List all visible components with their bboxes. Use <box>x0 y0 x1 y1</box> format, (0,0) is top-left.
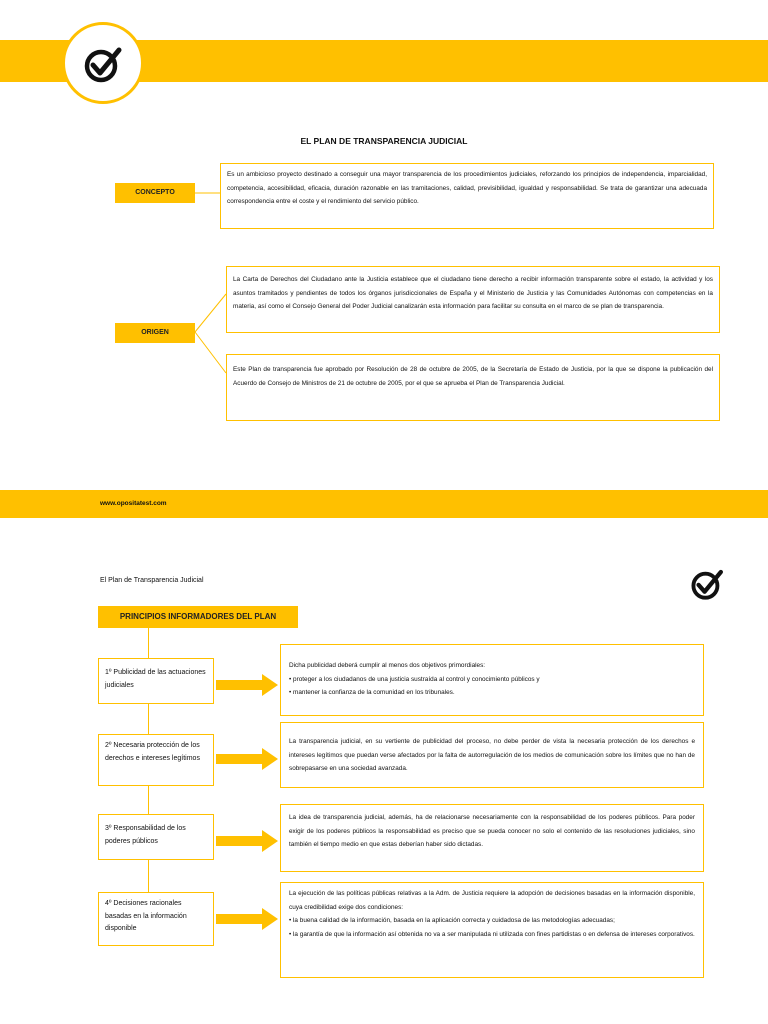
arrow-right-icon <box>216 830 280 852</box>
connector-line <box>148 786 149 814</box>
concepto-text: Es un ambicioso proyecto destinado a conseguir una mayor transparencia de los procedimientos judiciales, reforzando los principios de independencia, imparcialidad, competencia, accesibilidad, eficacia, duración razonable en las tramitaciones, calidad, previsibilidad, igualdad y responsabilidad. Se trata de garantizar una adecuada correspondencia entre el coste y el rendimiento del servicio público. <box>220 163 714 229</box>
principle-1-description <box>280 644 704 716</box>
origen-text-1: La Carta de Derechos del Ciudadano ante la Justicia establece que el ciudadano tiene derecho a recibir información transparente sobre el estado, la actividad y los asuntos tramitados y pendientes de todos los órganos jurisdiccionales de España y el Ministerio de Justicia y las Comunidades Autónomas con competencias en la materia, así como el Consejo General del Poder Judicial canalizarán esta información para facilitar su consulta en el marco de se plan de transparencia. <box>226 266 720 333</box>
origen-label: ORIGEN <box>115 323 195 343</box>
page2-title: El Plan de Transparencia Judicial <box>100 577 204 584</box>
principle-1-line: Dicha publicidad deberá cumplir al menos dos objetivos primordiales: <box>289 662 486 669</box>
principle-2-description <box>280 722 704 788</box>
principle-3-description <box>280 804 704 872</box>
website-link[interactable]: www.opositatest.com <box>100 500 167 507</box>
principle-4-line: • la buena calidad de la información, basada en la aplicación correcta y cuidadosa de las metodologías adecuadas; <box>289 917 615 924</box>
principle-3-line: La idea de transparencia judicial, además, ha de relacionarse necesariamente con la responsabilidad de los poderes públicos. Para poder exigir de los poderes públicos la responsabilidad es preciso que se pueda conocer no solo el contenido de las resoluciones judiciales, sino también el tiempo medio en que estas deberían haber sido dictadas. <box>289 814 695 848</box>
principle-4-line: La ejecución de las políticas públicas relativas a la Adm. de Justicia requiere la adopción de decisiones basadas en la información disponible, cuya credibilidad exige dos condiciones: <box>289 890 695 911</box>
principle-1-line: • mantener la confianza de la comunidad en los tribunales. <box>289 689 455 696</box>
page-title: EL PLAN DE TRANSPARENCIA JUDICIAL <box>300 136 468 146</box>
arrow-right-icon <box>216 748 280 770</box>
connector-line <box>148 860 149 892</box>
connector-line <box>148 628 149 658</box>
principle-1-line: • proteger a los ciudadanos de una justicia sustraída al control y conocimiento públicos y <box>289 675 540 683</box>
principle-3-label: 3º Responsabilidad de los poderes públicos <box>98 814 214 860</box>
origen-text-2: Este Plan de transparencia fue aprobado por Resolución de 28 de octubre de 2005, de la Secretaría de Estado de Justicia, por la que se dispone la publicación del Acuerdo de Consejo de Ministros de 21 de octubre de 2005, por el que se aprueba el Plan de Transparencia Judicial. <box>226 354 720 421</box>
principle-2-line: La transparencia judicial, en su vertiente de publicidad del proceso, no debe perder de vista la necesaria protección de los derechos e intereses legítimos que puedan verse afectados por la falta de autorregulación de los medios de comunicación sobre los límites que no han de sobrepasarse en una sociedad avanzada. <box>289 738 695 772</box>
principle-1-label: 1º Publicidad de las actuaciones judiciales <box>98 658 214 704</box>
connector-line <box>148 704 149 734</box>
principle-4-label: 4º Decisiones racionales basadas en la información disponible <box>98 892 214 946</box>
arrow-right-icon <box>216 674 280 696</box>
principle-4-line: • la garantía de que la información así obtenida no va a ser manipulada ni utilizada con fines partidistas o en defensa de intereses corporativos. <box>289 930 695 938</box>
arrow-right-icon <box>216 908 280 930</box>
concepto-label: CONCEPTO <box>115 183 195 203</box>
principle-2-label: 2º Necesaria protección de los derechos e intereses legítimos <box>98 734 214 786</box>
check-circle-icon <box>690 566 726 602</box>
principles-header: PRINCIPIOS INFORMADORES DEL PLAN <box>98 606 298 628</box>
principle-4-description <box>280 882 704 978</box>
